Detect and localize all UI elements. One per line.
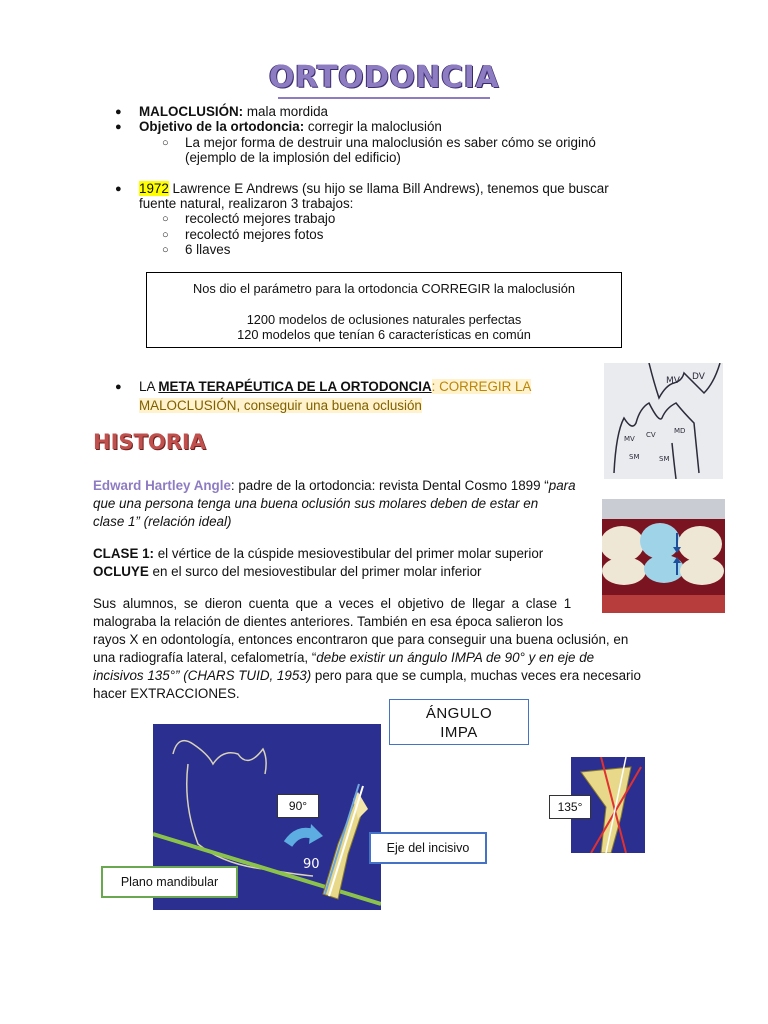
- angle-text: : padre de la ortodoncia: revista Dental Cosmo 1899 “: [230, 478, 549, 493]
- p3-line5-b: pero para que se cumpla, muchas veces era necesario: [311, 668, 641, 683]
- meta-line1: [139, 379, 531, 395]
- p3-line1: Sus alumnos, se dieron cuenta que a veces el objetivo de llegar a clase 1: [93, 596, 572, 611]
- andrews-sub2: recolectó mejores fotos: [185, 227, 324, 242]
- page-title: ORTODONCIA: [268, 60, 500, 95]
- molar-photo-drawing: [602, 499, 725, 613]
- andrews-sub3: 6 llaves: [185, 242, 231, 257]
- angle-italic: para: [548, 478, 576, 493]
- andrews-line1: [139, 181, 609, 197]
- clase-text1: el vértice de la cúspide mesiovestibular del primer molar superior: [154, 546, 544, 561]
- p3-line4-a: una radiografía lateral, cefalometría, “: [93, 650, 317, 665]
- angle-135-label: 135°: [549, 795, 591, 819]
- objetivo-sub-line2: (ejemplo de la implosión del edificio): [185, 150, 401, 165]
- sketch-label-mv: MV: [666, 376, 680, 386]
- maloclusion-label: MALOCLUSIÓN:: [139, 104, 244, 119]
- meta-prefix: LA: [139, 379, 159, 394]
- box-line2: 1200 modelos de oclusiones naturales perfectas: [246, 311, 522, 327]
- box-line1: Nos dio el parámetro para la ortodoncia CORREGIR la maloclusión: [193, 281, 575, 296]
- meta-label: META TERAPÉUTICA DE LA ORTODONCIA: [158, 379, 432, 394]
- meta-text2: MALOCLUSIÓN, conseguir una buena oclusión: [139, 398, 422, 413]
- p3-line4-b: debe existir un ángulo IMPA de 90° y en eje de: [316, 650, 595, 665]
- bullet-dot: ●: [115, 121, 122, 133]
- angle-name: Edward Hartley Angle: [93, 478, 231, 493]
- sub-bullet: ○: [162, 137, 169, 149]
- sketch-label-cv: CV: [646, 431, 656, 439]
- clase-text2: en el surco del mesiovestibular del primer molar inferior: [148, 564, 482, 579]
- sketch-label-mv2: MV: [624, 435, 635, 443]
- historia-heading: HISTORIA: [93, 430, 206, 454]
- andrews-text: Lawrence E Andrews (su hijo se llama Bill Andrews), tenemos que buscar: [168, 181, 609, 196]
- sketch-label-dv: DV: [692, 372, 705, 382]
- p3-line2: malograba la relación de dientes anteriores. También en esa época salieron los: [93, 614, 564, 629]
- diagram-90-text: 90: [303, 857, 320, 872]
- objetivo-text: corregir la maloclusión: [304, 119, 442, 134]
- angle-line2: que una persona tenga una buena oclusión sus molares deben de estar en: [93, 496, 539, 511]
- clase-line1: [93, 546, 543, 562]
- objetivo-sub-line1: La mejor forma de destruir una maloclusión es saber cómo se originó: [185, 135, 596, 150]
- ocluye-label: OCLUYE: [93, 564, 149, 579]
- andrews-line2: fuente natural, realizaron 3 trabajos:: [139, 196, 354, 211]
- meta-text1: CORREGIR LA: [439, 379, 532, 394]
- meta-colon: :: [431, 379, 440, 394]
- clase-line2: [93, 564, 481, 580]
- angle-line3: clase 1” (relación ideal): [93, 514, 232, 529]
- angle-line1: [93, 478, 576, 494]
- clase-label: CLASE 1:: [93, 546, 155, 561]
- angle-90-label: 90°: [277, 794, 319, 818]
- objetivo-label: Objetivo de la ortodoncia:: [139, 119, 305, 134]
- sketch-label-sm2: SM: [659, 455, 670, 463]
- sketch-label-sm: SM: [629, 453, 640, 461]
- cusp-sketch-image: [604, 363, 723, 479]
- sub-bullet: ○: [162, 213, 169, 225]
- impa-line1: ÁNGULO: [425, 705, 493, 722]
- bullet-dot: ●: [115, 183, 122, 195]
- andrews-sub1: recolectó mejores trabajo: [185, 211, 336, 226]
- p3-line5: [93, 668, 641, 684]
- cusp-sketch-drawing: [604, 363, 723, 479]
- incisor-axis-label: Eje del incisivo: [369, 832, 487, 864]
- parameter-box: [146, 272, 622, 348]
- sub-bullet: ○: [162, 244, 169, 256]
- meta-line2: [139, 398, 422, 414]
- p3-line3: rayos X en odontología, entonces encontraron que para conseguir una buena oclusión, en: [93, 632, 629, 647]
- mandibular-plane-label: Plano mandibular: [101, 866, 238, 898]
- title-underline: [278, 97, 490, 99]
- sketch-label-md: MD: [674, 427, 686, 435]
- bullet-dot: ●: [115, 106, 122, 118]
- molar-photo: [602, 499, 725, 613]
- box-line3: 120 modelos que tenían 6 características en común: [237, 327, 531, 342]
- year-highlight: 1972: [139, 181, 169, 196]
- sub-bullet: ○: [162, 229, 169, 241]
- maloclusion-text: mala mordida: [243, 104, 328, 119]
- p3-line6: hacer EXTRACCIONES.: [93, 686, 240, 701]
- bullet-dot: ●: [115, 381, 122, 393]
- bullet-maloclusion: [139, 104, 328, 120]
- p3-line4: [93, 650, 594, 666]
- bullet-objetivo: [139, 119, 442, 135]
- impa-label-box: [389, 699, 529, 745]
- impa-line2: IMPA: [440, 724, 478, 741]
- p3-line5-a: incisivos 135°” (CHARS TUID, 1953): [93, 668, 312, 683]
